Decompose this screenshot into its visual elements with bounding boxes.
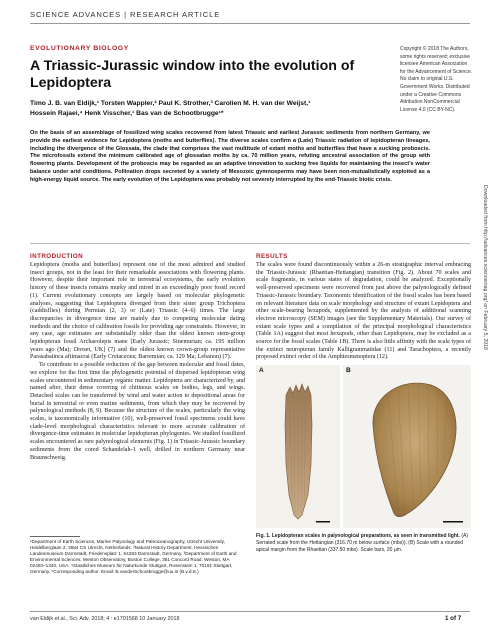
download-notice-text: Downloaded from http://advances.sciencemag.org/ on February 5, 2018 (482, 185, 488, 350)
journal-name: SCIENCE ADVANCES (30, 10, 122, 19)
introduction-heading: INTRODUCTION (30, 253, 84, 260)
footer-citation: van Eldijk et al., Sci. Adv. 2018; 4 : e1701568 10 January 2018 (30, 616, 180, 622)
rounded-scale-image (343, 365, 471, 528)
results-paragraph-1: The scales were found discontinuously within a 26-m stratigraphic interval embracing the Triassic-Jurassic (Rhaetian-Hettangian) transition (Fig. 2). About 70 scales and scale fragments, in various states of degradation, could be analyzed. Exceptionally well-preserved specimens were recovered from just above the palynologically defined Triassic-Jurassic boundary. Taxonomic identification of the fossil scales has been based on relevant literature data on scale morphology and structure of extant Lepidoptera and other scale-bearing hexapods, supplemented by the analysis of additional scanning electron microscopy (SEM) images (see the Supplementary Materials). Our survey of extant scale types and a compilation of the principal morphological characteristics (Table 1A) suggest that most hexapods, other than Lepidoptera, may be excluded as a source for the fossil scales (Table 1B). There is also little affinity with the scale types of the extinct neuropteran family Kalligrammatidae (11) and Tarachoptera, a recently proposed extinct order of the Amphiesmenoptera (12). (256, 262, 471, 361)
article-type: RESEARCH ARTICLE (129, 10, 221, 19)
copyright-note: Copyright © 2018 The Authors, some rights reserved; exclusive licensee American Association for the Advancement of Science. No claim to original U.S. Government Works. Distributed under a Creative Commons Attribution NonCommercial License 4.0 (CC BY-NC). (400, 46, 472, 113)
caption-title: Fig. 1. Lepidopteran scales in palynological preparations, as seen in transmitted light. (256, 533, 460, 539)
figure-1 (256, 365, 471, 528)
right-column (256, 253, 471, 362)
bottom-rule (30, 611, 470, 612)
scale-bar-a (316, 521, 330, 523)
panel-a-label: A (259, 367, 264, 374)
top-rule (30, 23, 470, 24)
left-column (30, 253, 245, 462)
section-tag: EVOLUTIONARY BIOLOGY (30, 45, 129, 52)
authors-line-1: Timo J. B. van Eldijk,¹ Torsten Wappler,² Paul K. Strother,³ Carolien M. H. van der Weijst,¹ (30, 100, 311, 107)
article-title: A Triassic-Jurassic window into the evolution of Lepidoptera (30, 58, 355, 91)
page-number: 1 of 7 (445, 615, 462, 622)
serrated-scale-image (256, 365, 340, 528)
introduction-paragraph-1: Lepidoptera (moths and butterflies) represent one of the most admired and studied insect groups, not in the least for their remarkable associations with flowering plants. However, despite their important role in terrestrial ecosystems, the early evolution history of these insects remains murky and mired in an exceedingly poor fossil record (1). Current evolutionary concepts are largely based on molecular phylogenetic analyses, suggesting that Lepidoptera diverged from their sister group Trichoptera (caddisflies) during Permian (2, 3) or (Late) Triassic (4–6) times. The large discrepancies in divergence time are mainly due to competing molecular dating methods and the choice of calibration fossils for providing age constraints. However, in any case, age estimates are substantially older than the oldest known stem-group lepidopteran fossil Archaeolepis mane [Early Jurassic; Sinemurian; ca. 195 million years ago (Ma); Dorset, UK] (7) and the oldest known crown-group representative Parasabatinca aftimacrai (Early Cretaceous; Barremian; ca. 129 Ma; Lebanon) (7). (30, 262, 245, 361)
panel-b-label: B (346, 367, 351, 374)
scale-bar-b (443, 521, 463, 523)
affiliation-footnotes: ¹Department of Earth Sciences, Marine Palynology and Paleoceanography, Utrecht University, Heidelberglaan 2, 3584 CS Utrecht, Netherlands. ²Natural History Department, Hessisches Landesmuseum Darmstadt, Friedensplatz 1, 64283 Darmstadt, Germany. ³Department of Earth and Environmental Sciences, Weston Observatory, Boston College, 381 Concord Road, Weston, MA 02493–1340, USA. ⁴Staatliches Museum für Naturkunde Stuttgart, Rosenstein 1, 70191 Stuttgart, Germany. *Corresponding author. Email: B.vanderSchootbrugge@uu.nl (B.v.d.S.) (30, 539, 237, 574)
abstract-rule (30, 243, 470, 244)
results-heading: RESULTS (256, 253, 288, 260)
download-notice (481, 185, 495, 515)
introduction-body (30, 262, 245, 462)
figure-panel-b (343, 365, 471, 528)
caption-body: (A) Serrated scale from the Hettangian (316.70 m below surface (mbs)). (B) Scale with a rounded apical margin from the Rhaetian (337.50 mbs). Scale bars, 20 μm. (256, 533, 468, 553)
journal-header (30, 10, 220, 19)
results-body (256, 262, 471, 362)
figure-caption (256, 533, 471, 553)
introduction-paragraph-2: To contribute to a possible reduction of the gap between molecular and fossil dates, we explore for the first time the phylogenetic potential of dispersed lepidopteran wing scales encountered in sedimentary organic matter. Lepidoptera are characterized by, and named after, their dense covering of chitinous scales on bodies, legs, and wings. Detached scales can be transferred by wind and water action to depositional areas for burial in terrestrial or even marine sediments, from which they may be recovered by palynological methods (8, 9). Because the structure of the scales, particularly the wing scales, is taxonomically informative (10), well-preserved fossil specimens could have clade-level morphological characteristics relevant to more accurate calibration of divergence-time estimates in molecular lepidopteran phylogenies. We studied fossilized scales encountered as rare palynological elements (Fig. 1) in Triassic-Jurassic boundary sediments from the cored Schandelah-1 well, drilled in northern Germany near Braunschweig. (30, 362, 245, 461)
footnote-rule (30, 536, 80, 537)
header-separator: | (124, 10, 127, 19)
abstract: On the basis of an assemblage of fossilized wing scales recovered from latest Triassic and earliest Jurassic sediments from northern Germany, we provide the earliest evidence for Lepidoptera (moths and butterflies). The diverse scales confirm a (Late) Triassic radiation of lepidopteran lineages, including the divergence of the Glossata, the clade that comprises the vast multitude of extant moths and butterflies that have a sucking proboscis. The microfossils extend the minimum calibrated age of glossatan moths by ca. 70 million years, refuting ancestral association of the group with flowering plants. Development of the proboscis may be regarded as an adaptive innovation to sucking free liquids for maintaining the insect's water balance under arid conditions. Pollination drops secreted by a variety of Mesozoic gymnosperms may have been non-mutualistically exploited as a high-energy liquid source. The early evolution of the Lepidoptera was probably not severely interrupted by the end-Triassic biotic crisis. (30, 130, 430, 183)
author-list (30, 99, 390, 119)
figure-panel-a (256, 365, 340, 528)
authors-line-2: Hossein Rajaei,⁴ Henk Visscher,¹ Bas van de Schootbrugge¹* (30, 110, 224, 117)
